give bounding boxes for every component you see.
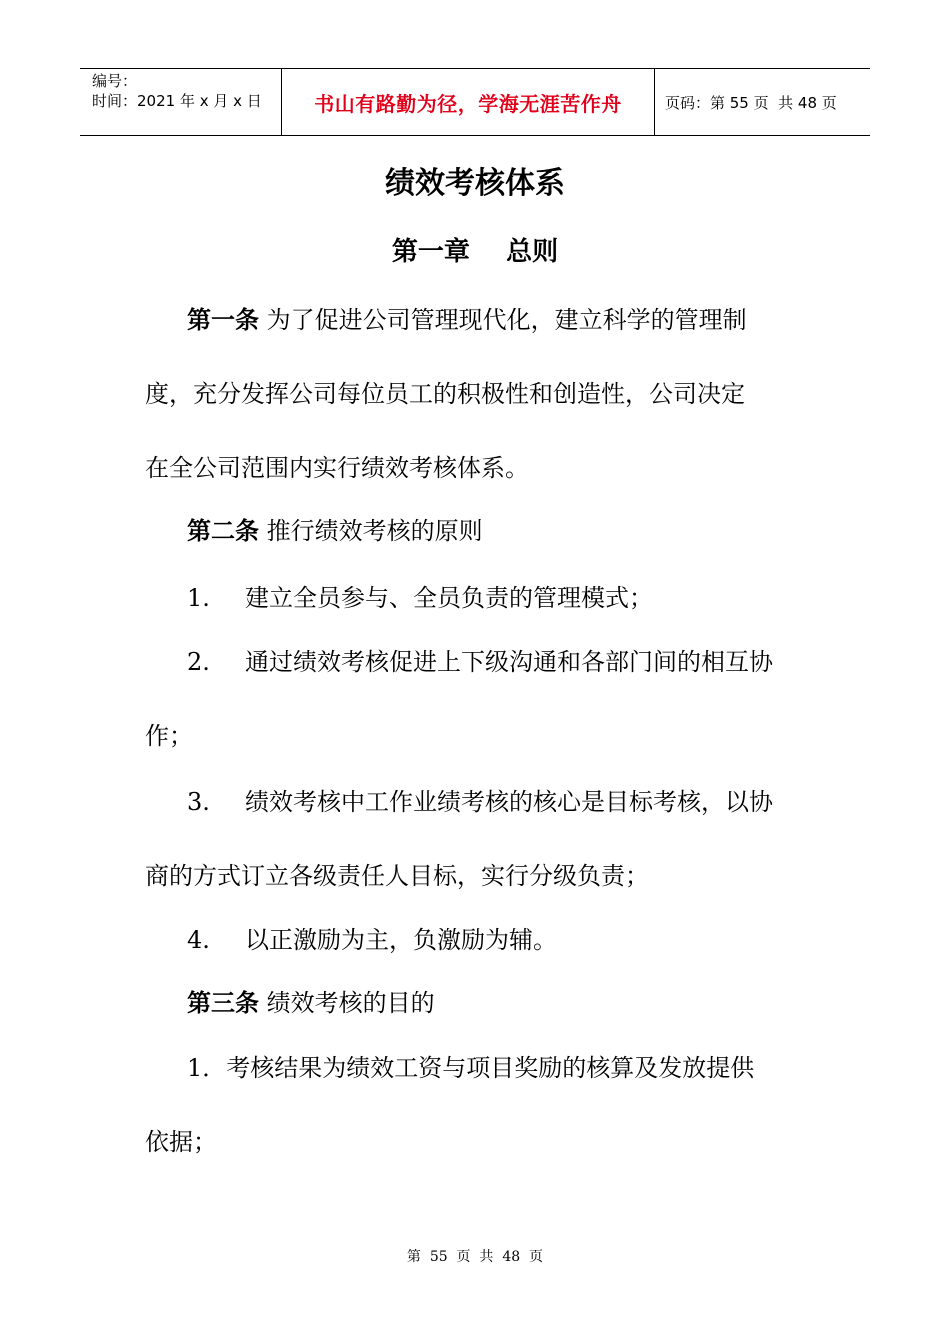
article-3-text: 绩效考核的目的 xyxy=(259,989,435,1017)
header-meta xyxy=(80,69,282,135)
article-2-heading xyxy=(187,513,483,549)
article-3-heading xyxy=(187,985,435,1021)
header-page-info: 页码：第 55 页 共 48 页 xyxy=(665,93,837,112)
article-1-label: 第一条 xyxy=(187,306,259,334)
time-label: 时间：2021 年 x 月 x 日 xyxy=(92,92,262,110)
item-text: 以正激励为主，负激励为辅。 xyxy=(245,926,557,954)
article-1-text: 为了促进公司管理现代化，建立科学的管理制 xyxy=(259,306,747,334)
article-3-item-1-cont: 依据； xyxy=(145,1128,217,1156)
article-3-item-1: 1．考核结果为绩效工资与项目奖励的核算及发放提供 xyxy=(187,1054,755,1082)
article-2-text: 推行绩效考核的原则 xyxy=(259,517,483,545)
article-1-line-3: 在全公司范围内实行绩效考核体系。 xyxy=(145,454,529,482)
item-number: 4. xyxy=(187,926,210,954)
article-2-item-1 xyxy=(187,580,653,616)
article-2-item-2-cont: 作； xyxy=(145,722,193,750)
item-text: 通过绩效考核促进上下级沟通和各部门间的相互协 xyxy=(245,648,773,676)
chapter-title: 第一章 总则 xyxy=(391,237,559,267)
item-number: 2. xyxy=(187,648,210,676)
item-text: 绩效考核中工作业绩考核的核心是目标考核，以协 xyxy=(245,788,773,816)
header-motto-cell xyxy=(282,69,655,135)
article-1-line-1 xyxy=(187,302,747,338)
page-footer: 第 55 页 共 48 页 xyxy=(406,1249,544,1265)
page-header xyxy=(80,68,870,136)
article-2-item-3 xyxy=(187,784,773,820)
document-title: 绩效考核体系 xyxy=(385,166,565,201)
header-motto: 书山有路勤为径，学海无涯苦作舟 xyxy=(314,91,622,116)
item-number: 1. xyxy=(187,584,210,612)
article-2-item-2 xyxy=(187,644,773,680)
article-2-item-4 xyxy=(187,922,557,958)
article-3-label: 第三条 xyxy=(187,989,259,1017)
article-2-label: 第二条 xyxy=(187,517,259,545)
item-number: 3. xyxy=(187,788,210,816)
item-text: 建立全员参与、全员负责的管理模式； xyxy=(245,584,653,612)
article-1-line-2: 度，充分发挥公司每位员工的积极性和创造性，公司决定 xyxy=(145,380,745,408)
article-2-item-3-cont: 商的方式订立各级责任人目标，实行分级负责； xyxy=(145,862,649,890)
serial-label: 编号： xyxy=(92,72,138,90)
